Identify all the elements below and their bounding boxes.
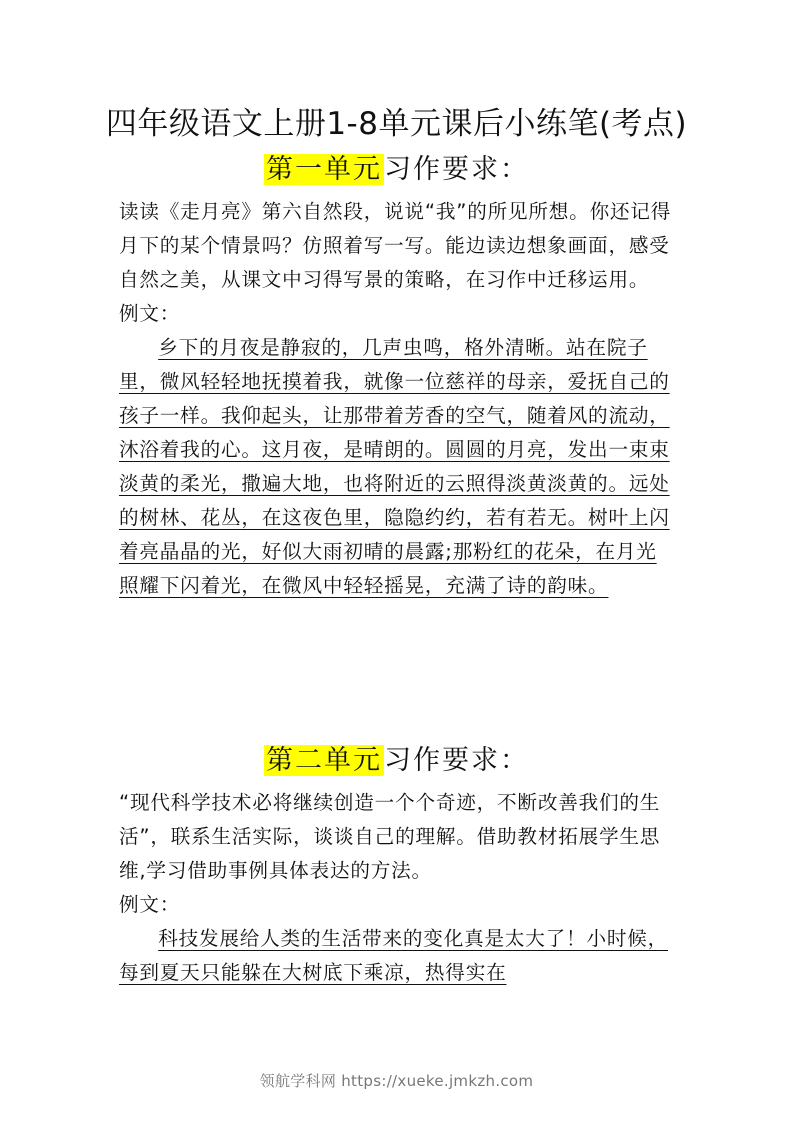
example-paragraph [119, 331, 675, 603]
example-text: 乡下的月夜是静寂的，几声虫鸣，格外清晰。站在院子里，微风轻轻地抚摸着我，就像一位慈祥的母亲，爱抚自己的孩子一样。我仰起头，让那带着芳香的空气，随着风的流动，沐浴着我的心。这月夜，是晴朗的。圆圆的月亮，发出一束束淡黄的柔光，撒遍大地，也将附近的云照得淡黄淡黄的。远处的树林、花丛，在这夜色里，隐隐约约，若有若无。树叶上闪着亮晶晶的光，好似大雨初晴的晨露;那粉红的花朵，在月光照耀下闪着光，在微风中轻轻摇晃，充满了诗的韵味。 [119, 336, 670, 597]
writing-requirement: “现代科学技术必将继续创造一个个奇迹，不断改善我们的生活”，联系生活实际，谈谈自己的理解。借助教材拓展学生思维,学习借助事例具体表达的方法。 [119, 791, 661, 882]
section-body-unit-1 [119, 195, 675, 603]
section-heading-highlight: 第一单元 [266, 154, 382, 185]
example-text: 科技发展给人类的生活带来的变化真是太大了！小时候，每到夏天只能躲在大树底下乘凉，热得实在 [119, 927, 669, 984]
section-body-unit-2 [119, 786, 675, 990]
example-label: 例文： [119, 893, 181, 916]
section-heading-highlight: 第二单元 [266, 745, 382, 776]
example-paragraph [119, 922, 675, 990]
example-label: 例文： [119, 302, 181, 325]
writing-requirement: 读读《走月亮》第六自然段，说说“我”的所见所想。你还记得月下的某个情景吗？仿照着写一写。能边读边想象画面，感受自然之美，从课文中习得写景的策略，在习作中迁移运用。 [119, 200, 672, 291]
section-heading-unit-2 [0, 741, 793, 781]
section-heading-text: 习作要求： [384, 745, 529, 776]
section-heading-unit-1 [0, 150, 793, 190]
page-footer: 领航学科网 https://xueke.jmkzh.com [259, 1072, 534, 1090]
section-heading-text: 习作要求： [384, 154, 529, 185]
page-title: 四年级语文上册1-8单元课后小练笔(考点) [105, 106, 688, 142]
